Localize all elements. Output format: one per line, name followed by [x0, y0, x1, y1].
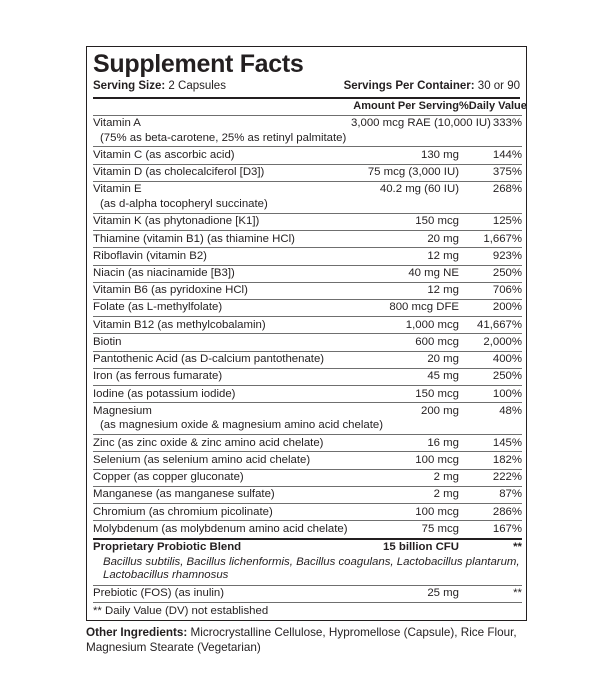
nutrient-name: Copper (as copper gluconate): [93, 469, 351, 486]
table-row: [93, 521, 522, 539]
table-row: [93, 435, 522, 452]
nutrient-daily-value: **: [459, 585, 522, 602]
nutrient-amount: 75 mcg (3,000 IU): [351, 164, 459, 181]
nutrient-name: Vitamin K (as phytonadione [K1]): [93, 213, 351, 230]
nutrient-daily-value: 100%: [459, 386, 522, 403]
table-row: [93, 585, 522, 602]
nutrient-name: Vitamin E: [93, 181, 351, 198]
nutrient-amount: 3,000 mcg RAE (10,000 IU): [351, 115, 459, 132]
nutrient-name: Iron (as ferrous fumarate): [93, 368, 351, 385]
column-header-amount: Amount Per Serving: [353, 100, 459, 113]
table-row: [93, 231, 522, 248]
nutrient-daily-value: 333%: [459, 115, 522, 132]
header-spacer: [93, 99, 351, 115]
table-row: [93, 248, 522, 265]
page-title: Supplement Facts: [93, 50, 304, 78]
table-row-blend: [93, 539, 522, 556]
nutrition-table: [93, 99, 527, 620]
nutrient-daily-value: 250%: [459, 265, 522, 282]
table-row: [93, 282, 522, 299]
nutrient-daily-value: 400%: [459, 351, 522, 368]
nutrient-name: Manganese (as manganese sulfate): [93, 486, 351, 503]
nutrient-name: Biotin: [93, 334, 351, 351]
nutrient-amount: 2 mg: [351, 469, 459, 486]
nutrient-daily-value: 87%: [459, 486, 522, 503]
serving-size: [93, 80, 226, 94]
supplement-facts-label: [86, 46, 527, 655]
column-header-daily-value: %Daily Value: [459, 100, 527, 113]
nutrient-amount: 1,000 mcg: [351, 317, 459, 334]
nutrient-daily-value: 125%: [459, 213, 522, 230]
nutrient-daily-value: 48%: [459, 403, 522, 420]
nutrient-daily-value: 222%: [459, 469, 522, 486]
nutrient-daily-value: 41,667%: [459, 317, 522, 334]
table-row: [93, 351, 522, 368]
blend-name: Proprietary Probiotic Blend: [93, 539, 351, 556]
table-row: [93, 403, 522, 420]
table-row: [93, 334, 522, 351]
nutrient-name: Chromium (as chromium picolinate): [93, 504, 351, 521]
nutrient-name: Iodine (as potassium iodide): [93, 386, 351, 403]
nutrient-daily-value: 2,000%: [459, 334, 522, 351]
nutrient-amount: 40 mg NE: [351, 265, 459, 282]
nutrient-daily-value: 1,667%: [459, 231, 522, 248]
nutrient-daily-value: 706%: [459, 282, 522, 299]
nutrient-amount: 20 mg: [351, 231, 459, 248]
nutrient-amount: 40.2 mg (60 IU): [351, 181, 459, 198]
nutrient-daily-value: 250%: [459, 368, 522, 385]
table-row: [93, 164, 522, 181]
table-row: [93, 469, 522, 486]
blend-daily-value: **: [459, 539, 522, 556]
table-row: [93, 213, 522, 230]
daily-value-footnote: ** Daily Value (DV) not established: [93, 602, 522, 620]
nutrient-name: Selenium (as selenium amino acid chelate): [93, 452, 351, 469]
nutrient-amount: 2 mg: [351, 486, 459, 503]
nutrient-amount: 25 mg: [351, 585, 459, 602]
nutrient-amount: 800 mcg DFE: [351, 299, 459, 316]
nutrient-amount: 12 mg: [351, 282, 459, 299]
nutrient-name: Niacin (as niacinamide [B3]): [93, 265, 351, 282]
nutrient-source-note: (as d-alpha tocopheryl succinate): [100, 198, 268, 211]
nutrient-daily-value: 286%: [459, 504, 522, 521]
serving-info: [93, 80, 520, 97]
facts-panel: [86, 46, 527, 621]
serving-size-label: Serving Size:: [93, 80, 166, 92]
table-row: [93, 452, 522, 469]
nutrient-amount: 75 mcg: [351, 521, 459, 539]
table-row: [93, 265, 522, 282]
nutrient-name: Pantothenic Acid (as D-calcium pantothenate): [93, 351, 351, 368]
nutrient-name: Prebiotic (FOS) (as inulin): [93, 585, 351, 602]
nutrient-daily-value: 923%: [459, 248, 522, 265]
nutrient-name: Vitamin D (as cholecalciferol [D3]): [93, 164, 351, 181]
nutrient-rows: [93, 115, 522, 620]
table-row: [93, 115, 522, 132]
nutrient-amount: 12 mg: [351, 248, 459, 265]
table-row-continuation: [93, 132, 522, 147]
blend-strain-list: Bacillus subtilis, Bacillus lichenformis, Bacillus coagulans, Lactobacillus plantarum, Lactobacillus rhamnosus: [103, 555, 520, 582]
table-row: [93, 486, 522, 503]
table-row: [93, 504, 522, 521]
nutrient-source-note: (75% as beta-carotene, 25% as retinyl palmitate): [100, 131, 347, 144]
nutrient-amount: 200 mg: [351, 403, 459, 420]
table-row: [93, 181, 522, 198]
table-row: [93, 386, 522, 403]
other-ingredients-label: Other Ingredients:: [86, 626, 188, 640]
blend-amount: 15 billion CFU: [351, 539, 459, 556]
nutrient-daily-value: 145%: [459, 435, 522, 452]
table-row: [93, 368, 522, 385]
nutrient-daily-value: 375%: [459, 164, 522, 181]
nutrient-name: Vitamin C (as ascorbic acid): [93, 147, 351, 164]
nutrient-amount: 45 mg: [351, 368, 459, 385]
nutrient-name: Vitamin B6 (as pyridoxine HCl): [93, 282, 351, 299]
table-row-continuation: [93, 198, 522, 213]
nutrient-name: Zinc (as zinc oxide & zinc amino acid chelate): [93, 435, 351, 452]
nutrient-name: Vitamin B12 (as methylcobalamin): [93, 317, 351, 334]
table-row-footnote: [93, 602, 522, 620]
nutrient-source-note: (as magnesium oxide & magnesium amino acid chelate): [100, 419, 384, 432]
nutrient-amount: 20 mg: [351, 351, 459, 368]
nutrient-amount: 130 mg: [351, 147, 459, 164]
nutrient-name: Molybdenum (as molybdenum amino acid chelate): [93, 521, 351, 539]
table-row: [93, 147, 522, 164]
nutrient-name: Riboflavin (vitamin B2): [93, 248, 351, 265]
nutrient-daily-value: 144%: [459, 147, 522, 164]
nutrient-amount: 150 mcg: [351, 213, 459, 230]
table-row-blend-strains: [93, 556, 522, 585]
nutrient-amount: 16 mg: [351, 435, 459, 452]
nutrient-name: Thiamine (vitamin B1) (as thiamine HCl): [93, 231, 351, 248]
servings-per-container: [344, 80, 520, 94]
nutrient-daily-value: 167%: [459, 521, 522, 539]
other-ingredients: [86, 621, 527, 655]
table-row: [93, 299, 522, 316]
servings-per-container-label: Servings Per Container:: [343, 80, 475, 92]
nutrient-name: Folate (as L-methylfolate): [93, 299, 351, 316]
nutrient-amount: 150 mcg: [351, 386, 459, 403]
nutrient-daily-value: 268%: [459, 181, 522, 198]
nutrient-amount: 100 mcg: [351, 504, 459, 521]
table-row: [93, 317, 522, 334]
servings-per-container-value: 30 or 90: [477, 80, 520, 92]
nutrient-amount: 600 mcg: [351, 334, 459, 351]
table-row-continuation: [93, 419, 522, 434]
table-header-row: [93, 99, 522, 115]
nutrient-amount: 100 mcg: [351, 452, 459, 469]
nutrient-daily-value: 182%: [459, 452, 522, 469]
serving-size-value: 2 Capsules: [168, 80, 226, 92]
nutrient-daily-value: 200%: [459, 299, 522, 316]
nutrient-name: Magnesium: [93, 403, 351, 420]
nutrient-name: Vitamin A: [93, 115, 351, 132]
other-ingredients-value: Microcrystalline Cellulose, Hypromellose (Capsule), Rice Flour, Magnesium Stearate (Vegetarian): [86, 626, 517, 654]
